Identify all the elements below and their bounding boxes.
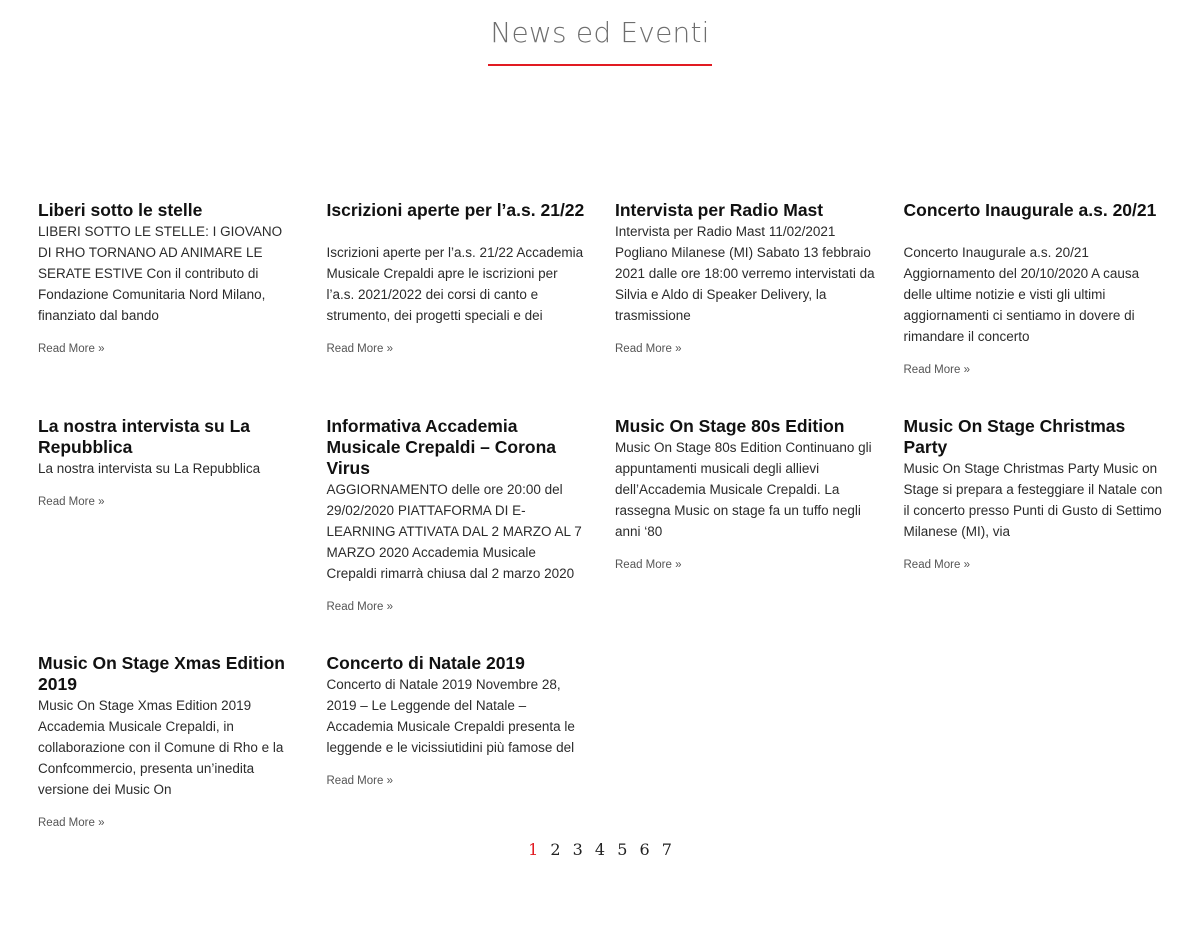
pagination-page-link[interactable]: 2 bbox=[550, 840, 561, 859]
section-header bbox=[0, 14, 1200, 66]
post-title[interactable]: Concerto di Natale 2019 bbox=[326, 653, 525, 673]
post-card bbox=[904, 200, 1164, 378]
post-card bbox=[38, 416, 298, 615]
post-excerpt: Music On Stage 80s Edition Continuano gli appuntamenti musicali degli allievi dell’Accademia Musicale Crepaldi. La rassegna Music on stage fa un tuffo negli anni ‘80 bbox=[615, 440, 872, 539]
post-card bbox=[615, 416, 875, 615]
read-more-link[interactable]: Read More » bbox=[903, 559, 970, 571]
post-title[interactable]: Iscrizioni aperte per l’a.s. 21/22 bbox=[326, 200, 585, 220]
read-more-link[interactable]: Read More » bbox=[38, 817, 105, 829]
read-more-link[interactable]: Read More » bbox=[326, 601, 393, 613]
read-more-link[interactable]: Read More » bbox=[903, 364, 970, 376]
post-card bbox=[38, 200, 298, 378]
post-title[interactable]: Music On Stage 80s Edition bbox=[615, 416, 845, 436]
pagination-page-current: 1 bbox=[528, 840, 539, 859]
post-card bbox=[327, 653, 587, 831]
pagination-page-link[interactable]: 5 bbox=[617, 840, 628, 859]
pagination bbox=[0, 838, 1200, 862]
pagination-page-link[interactable]: 3 bbox=[572, 840, 583, 859]
read-more-link[interactable]: Read More » bbox=[615, 343, 682, 355]
post-excerpt: AGGIORNAMENTO delle ore 20:00 del 29/02/2020 PIATTAFORMA DI E-LEARNING ATTIVATA DAL 2 MARZO AL 7 MARZO 2020 Accademia Musicale Crepaldi rimarrà chiusa dal 2 marzo 2020 bbox=[326, 482, 582, 581]
post-excerpt: Music On Stage Christmas Party Music on Stage si prepara a festeggiare il Natale con il concerto presso Punti di Gusto di Settimo Milanese (MI), via bbox=[903, 461, 1163, 539]
post-excerpt: Concerto Inaugurale a.s. 20/21 Aggiornamento del 20/10/2020 A causa delle ultime notizie e visti gli ultimi aggiornamenti ci sentiamo in dovere di rimandare il concerto bbox=[903, 245, 1140, 344]
post-excerpt: Music On Stage Xmas Edition 2019 Accademia Musicale Crepaldi, in collaborazione con il Comune di Rho e la Confcommercio, presenta un’inedita versione dei Music On bbox=[38, 698, 284, 797]
post-card bbox=[327, 416, 587, 615]
post-card bbox=[904, 416, 1164, 615]
read-more-link[interactable]: Read More » bbox=[326, 343, 393, 355]
post-card bbox=[615, 200, 875, 378]
post-card bbox=[38, 653, 298, 831]
read-more-link[interactable]: Read More » bbox=[38, 496, 105, 508]
post-title[interactable]: Intervista per Radio Mast bbox=[615, 200, 824, 220]
post-title[interactable]: Liberi sotto le stelle bbox=[38, 200, 203, 220]
post-title[interactable]: Music On Stage Xmas Edition 2019 bbox=[38, 653, 285, 694]
posts-grid bbox=[38, 200, 1178, 869]
post-title[interactable]: La nostra intervista su La Repubblica bbox=[38, 416, 251, 457]
post-title[interactable]: Concerto Inaugurale a.s. 20/21 bbox=[903, 200, 1157, 220]
post-title[interactable]: Music On Stage Christmas Party bbox=[903, 416, 1126, 457]
post-excerpt: Intervista per Radio Mast 11/02/2021 Pogliano Milanese (MI) Sabato 13 febbraio 2021 dalle ore 18:00 verremo intervistati da Silvia e Aldo di Speaker Delivery, la trasmissione bbox=[615, 224, 875, 323]
post-excerpt: Iscrizioni aperte per l’a.s. 21/22 Accademia Musicale Crepaldi apre le iscrizioni per l’a.s. 2021/2022 dei corsi di canto e strumento, dei progetti speciali e dei bbox=[326, 245, 584, 323]
pagination-page-link[interactable]: 4 bbox=[594, 840, 606, 859]
page-title: News ed Eventi bbox=[490, 16, 710, 49]
post-excerpt: Concerto di Natale 2019 Novembre 28, 2019 – Le Leggende del Natale – Accademia Musicale Crepaldi presenta le leggende e le vicissiutidini più famose del bbox=[326, 677, 575, 755]
post-excerpt: LIBERI SOTTO LE STELLE: I GIOVANO DI RHO TORNANO AD ANIMARE LE SERATE ESTIVE Con il contributo di Fondazione Comunitaria Nord Milano, finanziato dal bando bbox=[38, 224, 283, 323]
read-more-link[interactable]: Read More » bbox=[326, 775, 393, 787]
post-excerpt: La nostra intervista su La Repubblica bbox=[38, 461, 261, 476]
read-more-link[interactable]: Read More » bbox=[615, 559, 682, 571]
pagination-page-link[interactable]: 6 bbox=[639, 840, 650, 859]
title-underline bbox=[488, 64, 712, 66]
read-more-link[interactable]: Read More » bbox=[38, 343, 105, 355]
post-card bbox=[327, 200, 587, 378]
pagination-page-link[interactable]: 7 bbox=[661, 840, 672, 859]
post-title[interactable]: Informativa Accademia Musicale Crepaldi – Corona Virus bbox=[326, 416, 557, 478]
